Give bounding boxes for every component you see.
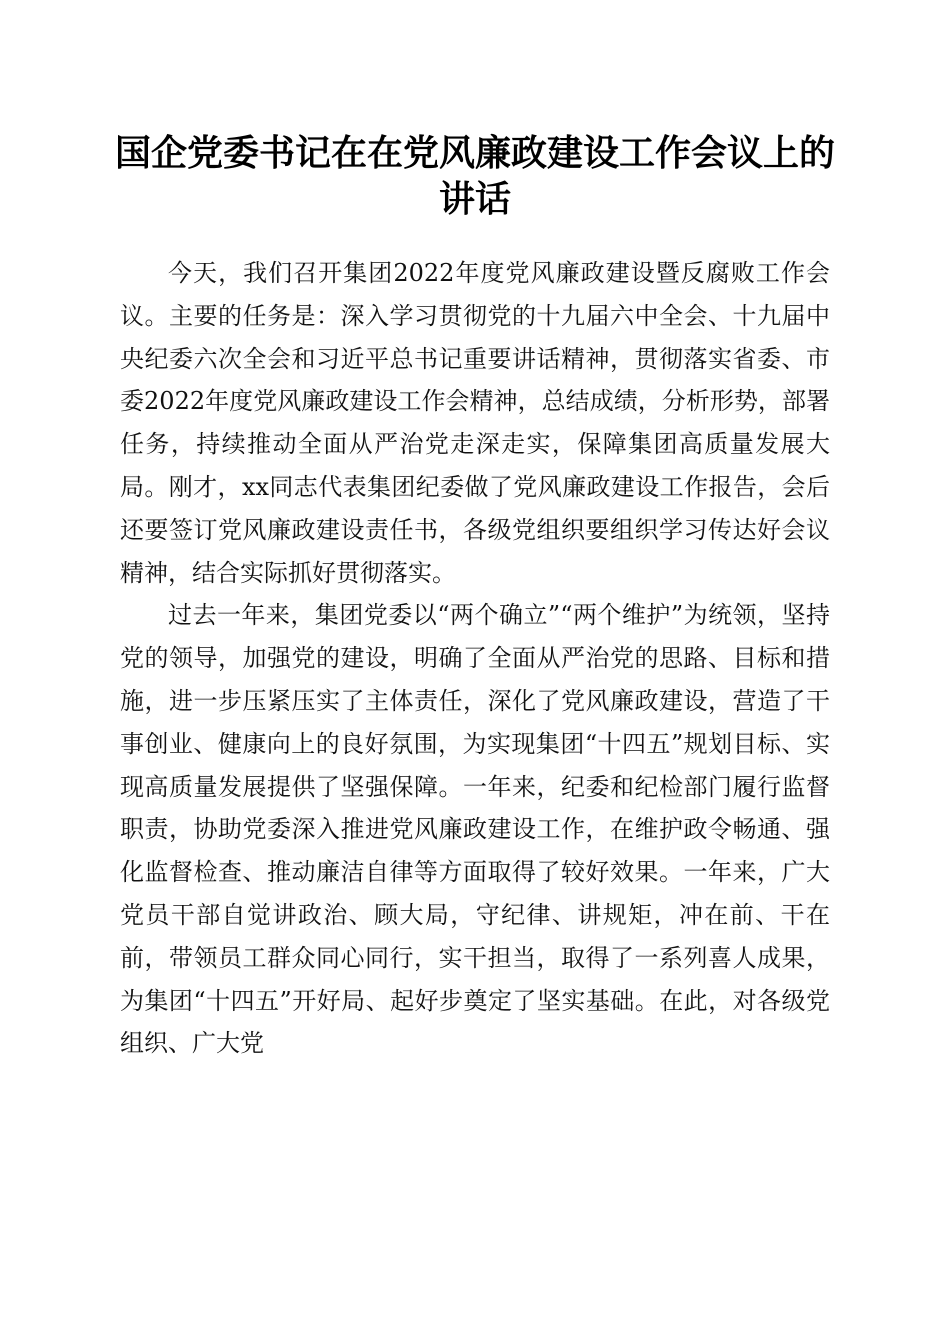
document-title: 国企党委书记在在党风廉政建设工作会议上的讲话 — [114, 132, 835, 220]
document-body — [120, 252, 830, 1065]
paragraph-2: 过去一年来，集团党委以“两个确立”“两个维护”为统领，坚持党的领导，加强党的建设，明确了全面从严治党的思路、目标和措施，进一步压紧压实了主体责任，深化了党风廉政建设，营造了干事创业、健康向上的良好氛围，为实现集团“十四五”规划目标、实现高质量发展提供了坚强保障。一年来，纪委和纪检部门履行监督职责，协助党委深入推进党风廉政建设工作，在维护政令畅通、强化监督检查、推动廉洁自律等方面取得了较好效果。一年来，广大党员干部自觉讲政治、顾大局，守纪律、讲规矩，冲在前、干在前，带领员工群众同心同行，实干担当，取得了一系列喜人成果，为集团“十四五”开好局、起好步奠定了坚实基础。在此，对各级党组织、广大党 — [120, 601, 830, 1058]
paragraph-1: 今天，我们召开集团2022年度党风廉政建设暨反腐败工作会议。主要的任务是：深入学习贯彻党的十九届六中全会、十九届中央纪委六次全会和习近平总书记重要讲话精神，贯彻落实省委、市委2022年度党风廉政建设工作会精神，总结成绩，分析形势，部署任务，持续推动全面从严治党走深走实，保障集团高质量发展大局。刚才，xx同志代表集团纪委做了党风廉政建设工作报告，会后还要签订党风廉政建设责任书，各级党组织要组织学习传达好会议精神，结合实际抓好贯彻落实。 — [120, 259, 830, 587]
